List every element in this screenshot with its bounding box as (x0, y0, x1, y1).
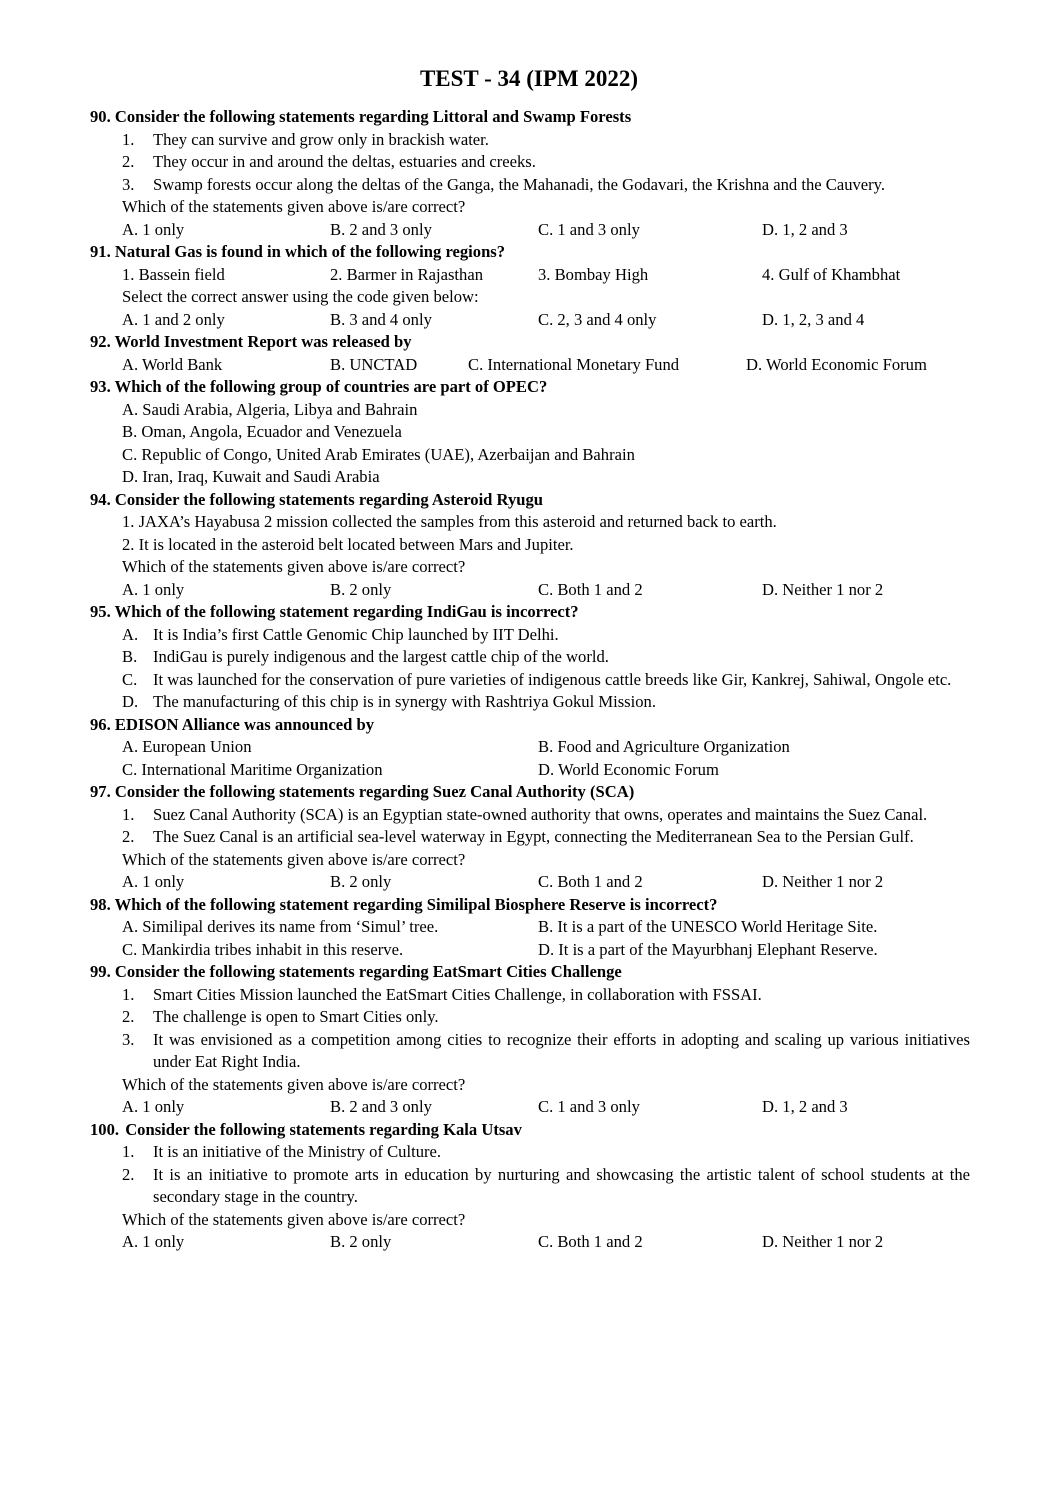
question-94 (90, 489, 970, 602)
question-text: Natural Gas is found in which of the following regions? (114, 242, 506, 261)
question-number: 91. (90, 242, 111, 261)
option-b: B. 2 and 3 only (330, 219, 432, 239)
option-c: C. Republic of Congo, United Arab Emirates (UAE), Azerbaijan and Bahrain (122, 444, 635, 464)
item-1: 1. Bassein field (122, 264, 225, 284)
statement (90, 984, 970, 1007)
question-text: World Investment Report was released by (114, 332, 412, 351)
question-number: 94. (90, 489, 111, 509)
question-number: 100. (90, 1119, 120, 1139)
options-row (90, 219, 970, 242)
option-marker: B. (122, 647, 138, 666)
question-number: 96. (90, 714, 111, 734)
question-98 (90, 894, 970, 962)
statement (90, 826, 970, 849)
statement-text: Smart Cities Mission launched the EatSmart Cities Challenge, in collaboration with FSSAI. (153, 984, 762, 1004)
option-a: A. Saudi Arabia, Algeria, Libya and Bahrain (122, 399, 418, 419)
option-c: C. 1 and 3 only (538, 1097, 640, 1116)
question-prompt: Which of the statements given above is/are correct? (122, 197, 466, 216)
option-b: B. 2 and 3 only (330, 1097, 432, 1116)
items-row (90, 264, 970, 287)
statement-marker: 1. (122, 1142, 135, 1161)
question-text: Which of the following statement regarding Similipal Biosphere Reserve is incorrect? (114, 894, 718, 914)
question-number: 92. (90, 332, 111, 351)
statement-marker: 1. (122, 804, 135, 824)
question-header (90, 714, 970, 737)
option-text: It was launched for the conservation of pure varieties of indigenous cattle breeds like Gir, Kankrej, Sahiwal, Ongole etc. (153, 669, 952, 689)
option-a: A. World Bank (122, 354, 223, 374)
statement-marker: 2. (122, 1007, 135, 1026)
statement: 2. It is located in the asteroid belt located between Mars and Jupiter. (122, 534, 574, 554)
statement (90, 1164, 970, 1209)
option-c: C. International Maritime Organization (122, 759, 383, 779)
option-d: D. World Economic Forum (746, 354, 927, 374)
option-c: C. Both 1 and 2 (538, 1232, 643, 1251)
question-91 (90, 241, 970, 331)
question-header (90, 894, 970, 917)
option-c: C. 2, 3 and 4 only (538, 309, 657, 329)
question-text: Which of the following statement regarding IndiGau is incorrect? (114, 602, 579, 621)
option-b: B. 2 only (330, 1232, 392, 1251)
question-number: 99. (90, 962, 111, 981)
question-100 (90, 1119, 970, 1254)
statement-text: The Suez Canal is an artificial sea-level waterway in Egypt, connecting the Mediterranean Sea to the Persian Gulf. (153, 827, 914, 846)
statement-text: It is an initiative of the Ministry of Culture. (153, 1142, 442, 1161)
option-d: D. World Economic Forum (538, 759, 719, 779)
options-row (90, 1096, 970, 1119)
statement-text: Swamp forests occur along the deltas of the Ganga, the Mahanadi, the Godavari, the Krishna and the Cauvery. (153, 174, 886, 194)
question-header (90, 1119, 970, 1142)
option-d: D. 1, 2 and 3 (762, 219, 848, 239)
option-c: C. 1 and 3 only (538, 219, 640, 239)
option-b: B. Food and Agriculture Organization (538, 737, 790, 756)
option-b: B. It is a part of the UNESCO World Heritage Site. (538, 917, 878, 936)
question-text: EDISON Alliance was announced by (114, 714, 375, 734)
question-header (90, 781, 970, 804)
question-96 (90, 714, 970, 782)
question-text: Consider the following statements regarding Suez Canal Authority (SCA) (114, 782, 635, 801)
question-text: Which of the following group of countries are part of OPEC? (114, 377, 548, 396)
statement-text: Suez Canal Authority (SCA) is an Egyptian state-owned authority that owns, operates and maintains the Suez Canal. (153, 804, 928, 824)
option-text: The manufacturing of this chip is in synergy with Rashtriya Gokul Mission. (153, 692, 656, 711)
options-row (90, 1231, 970, 1254)
option-marker: A. (122, 624, 139, 644)
option-marker: C. (122, 669, 138, 689)
question-text: Consider the following statements regarding Kala Utsav (125, 1119, 522, 1139)
question-text: Consider the following statements regarding EatSmart Cities Challenge (114, 962, 622, 981)
question-prompt: Select the correct answer using the code given below: (122, 287, 479, 306)
option-a (90, 624, 970, 647)
option-b: B. 3 and 4 only (330, 309, 432, 329)
option-a: A. 1 only (122, 1232, 185, 1251)
option-c: C. Both 1 and 2 (538, 872, 643, 891)
options-row (90, 736, 970, 759)
question-header (90, 331, 970, 354)
question-header (90, 489, 970, 512)
options-row (90, 309, 970, 332)
statement-text: It was envisioned as a competition among cities to recognize their efforts in adopting and scaling up various initiatives under Eat Right India. (153, 1029, 970, 1071)
options-row (90, 579, 970, 602)
statement-marker: 1. (122, 129, 135, 149)
question-header (90, 961, 970, 984)
statement-marker: 3. (122, 174, 135, 194)
item-3: 3. Bombay High (538, 264, 649, 284)
option-d: D. It is a part of the Mayurbhanj Elephant Reserve. (538, 939, 878, 959)
statement (90, 804, 970, 827)
option-d: D. Neither 1 nor 2 (762, 872, 884, 891)
question-header (90, 376, 970, 399)
statement-marker: 1. (122, 984, 135, 1004)
option-text: IndiGau is purely indigenous and the largest cattle chip of the world. (153, 647, 609, 666)
question-list (90, 106, 970, 1254)
statement (90, 129, 970, 152)
statement: 1. JAXA’s Hayabusa 2 mission collected the samples from this asteroid and returned back to earth. (122, 512, 777, 531)
question-prompt: Which of the statements given above is/are correct? (122, 1209, 466, 1229)
statement (90, 1141, 970, 1164)
option-text: It is India’s first Cattle Genomic Chip launched by IIT Delhi. (153, 624, 559, 644)
options-row (90, 759, 970, 782)
option-b: B. UNCTAD (330, 354, 418, 374)
question-header (90, 601, 970, 624)
item-4: 4. Gulf of Khambhat (762, 264, 901, 284)
option-b (90, 646, 970, 669)
question-header (90, 106, 970, 129)
question-93 (90, 376, 970, 489)
statement-marker: 2. (122, 1164, 135, 1184)
option-c: C. Mankirdia tribes inhabit in this reserve. (122, 939, 404, 959)
statement-text: The challenge is open to Smart Cities only. (153, 1007, 439, 1026)
statement (90, 1029, 970, 1074)
option-d: D. 1, 2, 3 and 4 (762, 309, 865, 329)
question-prompt: Which of the statements given above is/are correct? (122, 557, 466, 576)
statement (90, 1006, 970, 1029)
item-2: 2. Barmer in Rajasthan (330, 264, 483, 284)
options-row (90, 939, 970, 962)
statement-text: They can survive and grow only in brackish water. (153, 129, 489, 149)
option-d: D. Iran, Iraq, Kuwait and Saudi Arabia (122, 467, 380, 486)
question-92 (90, 331, 970, 376)
option-a: A. 1 and 2 only (122, 309, 225, 329)
option-a: A. 1 only (122, 219, 185, 239)
option-b: B. 2 only (330, 579, 392, 599)
question-number: 98. (90, 894, 111, 914)
statement-marker: 3. (122, 1029, 135, 1049)
page-title: TEST - 34 (IPM 2022) (419, 66, 639, 91)
option-marker: D. (122, 692, 139, 711)
question-number: 93. (90, 377, 111, 396)
option-a: A. 1 only (122, 579, 185, 599)
options-row (90, 871, 970, 894)
option-d (90, 691, 970, 714)
option-c: C. Both 1 and 2 (538, 579, 643, 599)
statement-marker: 2. (122, 152, 135, 171)
option-d: D. 1, 2 and 3 (762, 1097, 848, 1116)
question-text: Consider the following statements regarding Littoral and Swamp Forests (114, 107, 632, 126)
option-c: C. International Monetary Fund (468, 354, 680, 374)
statement-marker: 2. (122, 827, 135, 846)
options-row (90, 916, 970, 939)
question-number: 90. (90, 107, 111, 126)
question-number: 95. (90, 602, 111, 621)
option-d: D. Neither 1 nor 2 (762, 1232, 884, 1251)
statement (90, 151, 970, 174)
question-97 (90, 781, 970, 894)
statement (90, 174, 970, 197)
option-a: A. 1 only (122, 872, 185, 891)
question-90 (90, 106, 970, 241)
statement-text: They occur in and around the deltas, estuaries and creeks. (153, 152, 536, 171)
option-c (90, 669, 970, 692)
options-row (90, 354, 970, 377)
option-a: A. Similipal derives its name from ‘Simul’ tree. (122, 917, 439, 936)
option-b: B. Oman, Angola, Ecuador and Venezuela (122, 422, 402, 441)
question-95 (90, 601, 970, 714)
option-a: A. 1 only (122, 1097, 185, 1116)
question-header (90, 241, 970, 264)
question-99 (90, 961, 970, 1119)
question-prompt: Which of the statements given above is/are correct? (122, 849, 466, 869)
question-text: Consider the following statements regarding Asteroid Ryugu (114, 489, 544, 509)
option-b: B. 2 only (330, 872, 392, 891)
option-a: A. European Union (122, 737, 252, 756)
question-prompt: Which of the statements given above is/are correct? (122, 1074, 466, 1094)
question-number: 97. (90, 782, 111, 801)
option-d: D. Neither 1 nor 2 (762, 579, 884, 599)
statement-text: It is an initiative to promote arts in education by nurturing and showcasing the artistic talent of school students at the secondary stage in the country. (153, 1164, 970, 1206)
